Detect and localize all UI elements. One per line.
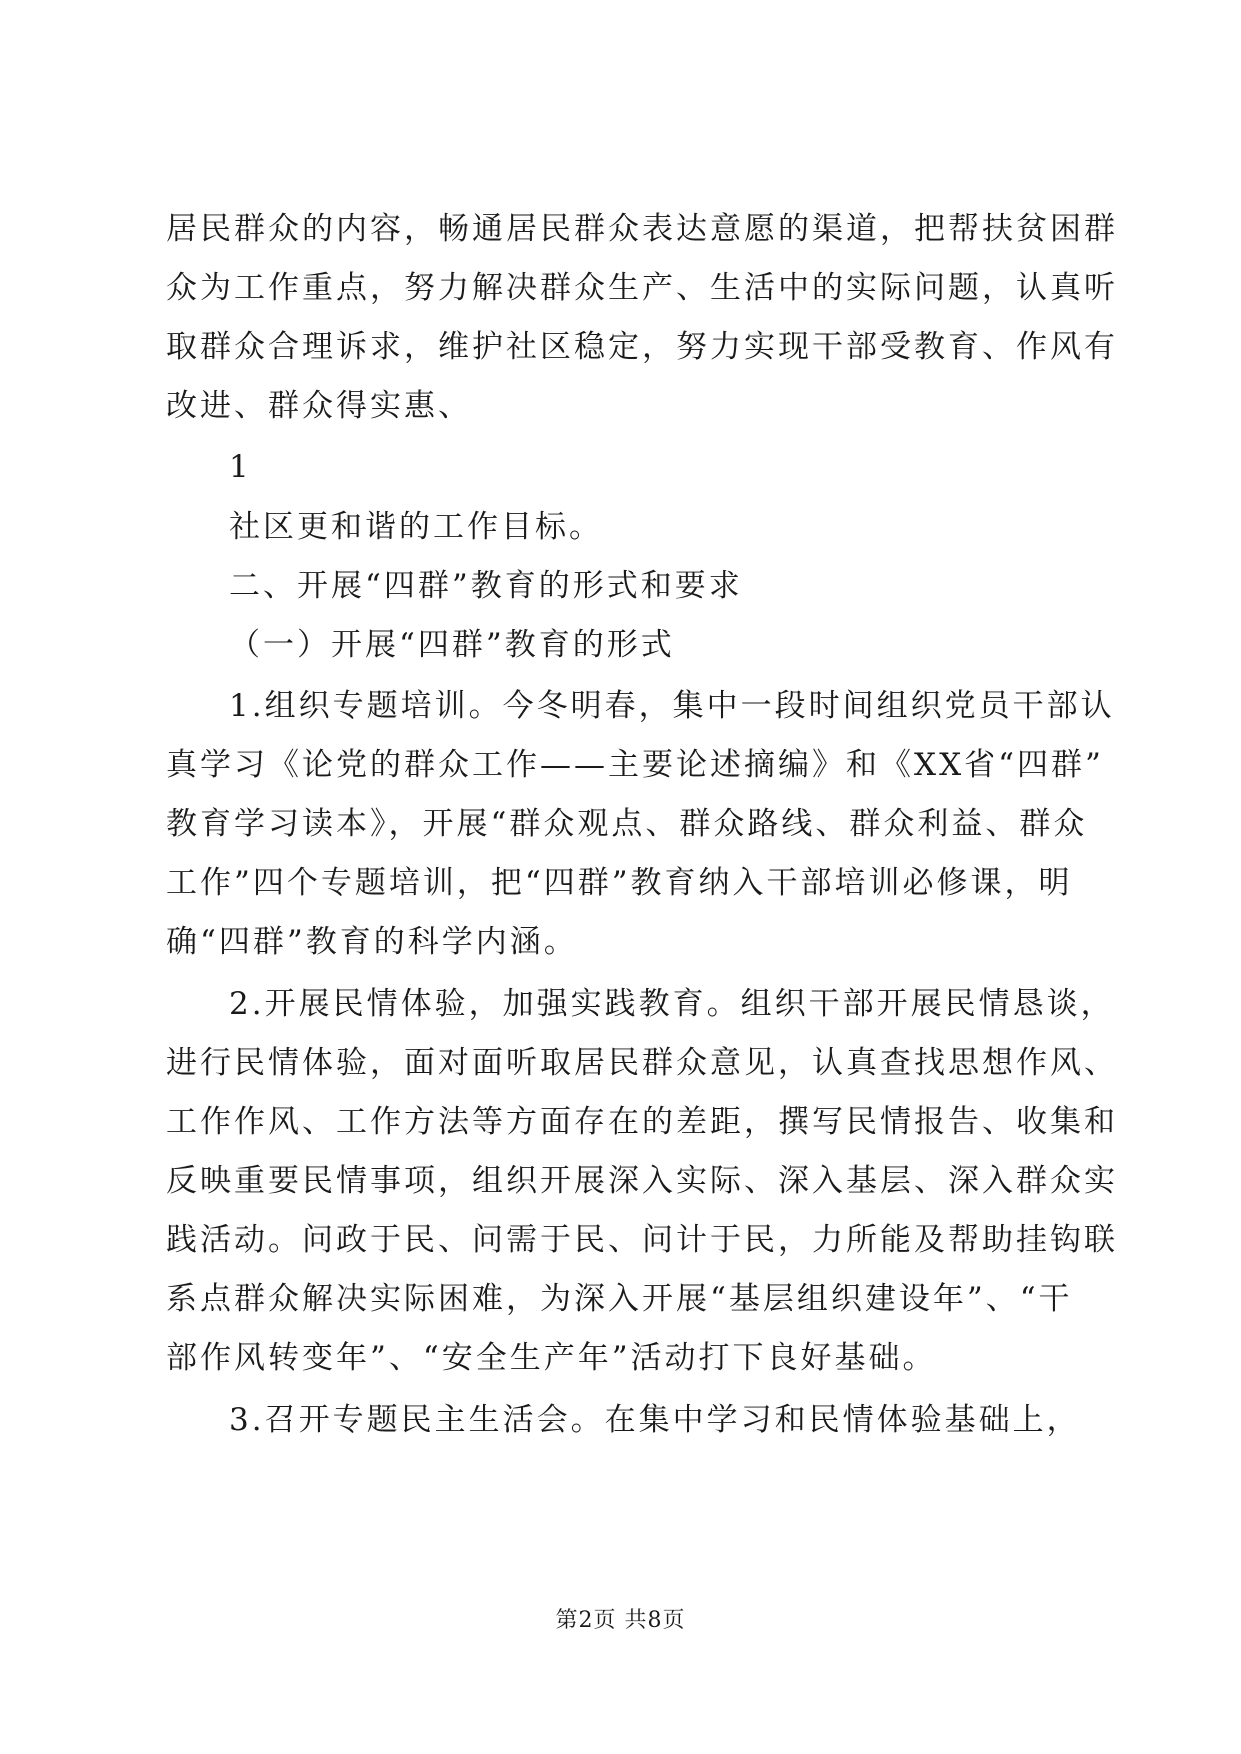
body-text-line: 众为工作重点，努力解决群众生产、生活中的实际问题，认真听 [166, 270, 1118, 306]
section-heading: 二、开展“四群”教育的形式和要求 [229, 568, 743, 604]
body-text-line: 社区更和谐的工作目标。 [229, 509, 603, 545]
list-item-line: 真学习《论党的群众工作——主要论述摘编》和《XX省“四群” [166, 747, 1104, 783]
body-text-line: 改进、群众得实惠、 [166, 388, 472, 424]
list-item-first-line: 2.开展民情体验，加强实践教育。组织干部开展民情恳谈， [229, 986, 1115, 1022]
body-text-line: 居民群众的内容，畅通居民群众表达意愿的渠道，把帮扶贫困群 [166, 211, 1118, 247]
list-item-line: 确“四群”教育的科学内涵。 [166, 924, 578, 960]
list-item-first-line: 1.组织专题培训。今冬明春，集中一段时间组织党员干部认 [229, 688, 1115, 724]
list-item-line: 践活动。问政于民、问需于民、问计于民，力所能及帮助挂钩联 [166, 1222, 1118, 1258]
list-item-line: 系点群众解决实际困难，为深入开展“基层组织建设年”、“干 [166, 1281, 1073, 1317]
list-item-line: 工作”四个专题培训，把“四群”教育纳入干部培训必修课，明 [166, 865, 1073, 901]
body-text-line: 取群众合理诉求，维护社区稳定，努力实现干部受教育、作风有 [166, 329, 1118, 365]
list-item-line: 进行民情体验，面对面听取居民群众意见，认真查找思想作风、 [166, 1045, 1118, 1081]
list-item-line: 教育学习读本》，开展“群众观点、群众路线、群众利益、群众 [166, 806, 1088, 842]
subsection-heading: （一）开展“四群”教育的形式 [229, 627, 675, 663]
list-item-line: 工作作风、工作方法等方面存在的差距，撰写民情报告、收集和 [166, 1104, 1118, 1140]
inline-page-marker: 1 [229, 449, 249, 485]
list-item-line: 部作风转变年”、“安全生产年”活动打下良好基础。 [166, 1340, 937, 1376]
list-item-first-line: 3.召开专题民主生活会。在集中学习和民情体验基础上， [229, 1402, 1081, 1438]
page-footer: 第2页 共8页 [555, 1608, 686, 1633]
list-item-line: 反映重要民情事项，组织开展深入实际、深入基层、深入群众实 [166, 1163, 1118, 1199]
